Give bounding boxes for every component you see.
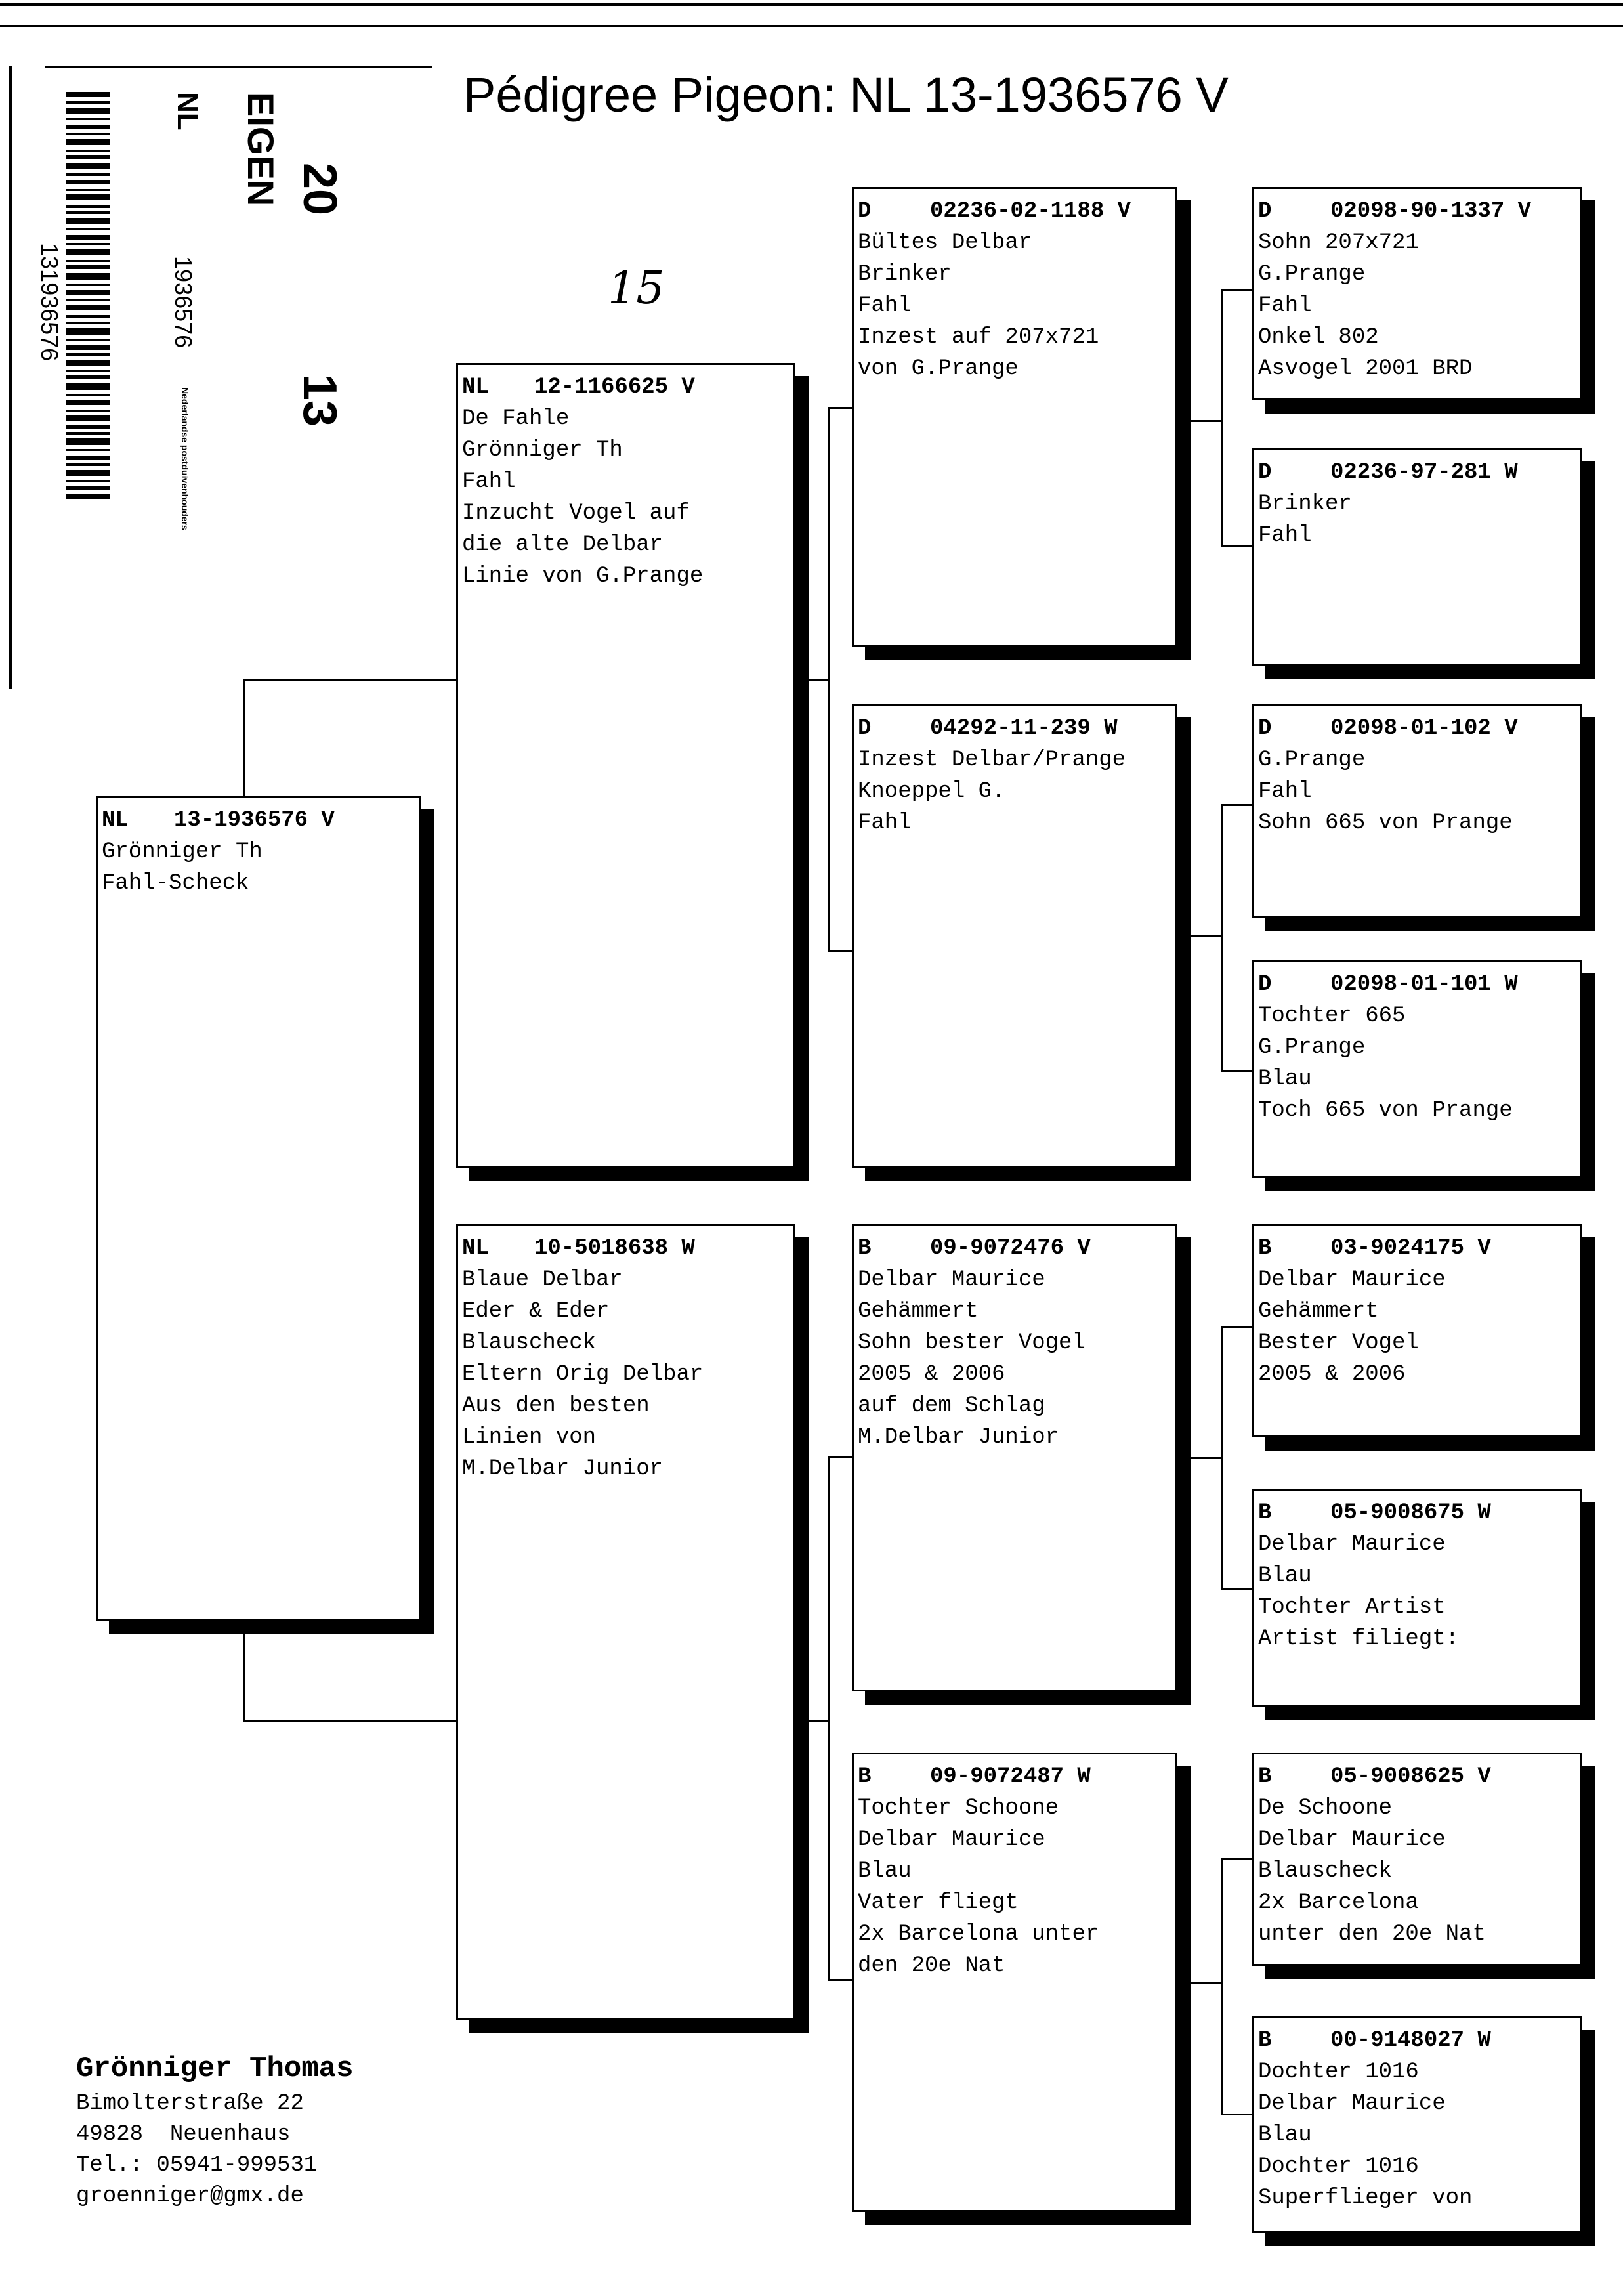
card-line: Blau: [1258, 1067, 1312, 1092]
card-line: Fahl: [462, 469, 516, 494]
card-line: Blaue Delbar: [462, 1267, 623, 1292]
card-line: Blauscheck: [462, 1330, 597, 1355]
page-title: Pédigree Pigeon: NL 13-1936576 V: [463, 68, 1229, 122]
pedigree-card-grandparent: [852, 704, 1177, 1168]
card-line: den 20e Nat: [858, 1953, 1005, 1978]
connector: [828, 1456, 852, 1458]
card-line: von G.Prange: [858, 356, 1019, 381]
card-country: B: [1258, 1500, 1272, 1525]
pedigree-card-grandparent: [852, 1753, 1177, 2212]
card-line: Delbar Maurice: [858, 1827, 1045, 1852]
card-country: B: [1258, 1764, 1272, 1789]
card-ring-number: 02236-97-281 W: [1330, 460, 1518, 485]
card-ring-number: 09-9072487 W: [930, 1764, 1091, 1789]
connector: [1221, 804, 1252, 806]
connector: [1221, 545, 1252, 547]
connector: [828, 407, 852, 409]
pedigree-card-great-grandparent: [1252, 187, 1582, 400]
card-header: [1258, 1497, 1580, 1529]
card-line: Gehämmert: [858, 1299, 979, 1324]
breeder-info: [76, 2049, 353, 2212]
ring-label-eigen: EIGEN: [240, 92, 282, 207]
card-ring-number: 12-1166625 V: [534, 375, 695, 400]
card-line: Asvogel 2001 BRD: [1258, 356, 1473, 381]
card-header: [858, 196, 1175, 227]
connector: [828, 1979, 852, 1981]
card-line: Delbar Maurice: [858, 1267, 1045, 1292]
card-line: Linien von: [462, 1425, 597, 1450]
pedigree-card-grandparent: [852, 1224, 1177, 1691]
connector: [1221, 1070, 1252, 1072]
card-line: Dochter 1016: [1258, 2154, 1419, 2179]
connector: [795, 1720, 828, 1722]
card-line: Brinker: [858, 262, 952, 287]
card-line: Grönniger Th: [462, 438, 623, 463]
card-country: D: [1258, 716, 1272, 741]
barcode-image: [66, 92, 110, 499]
card-line: Blauscheck: [1258, 1859, 1393, 1884]
card-header: [1258, 196, 1580, 227]
pedigree-card-great-grandparent: [1252, 1489, 1582, 1707]
card-line: M.Delbar Junior: [858, 1425, 1059, 1450]
ring-label-year: 20: [293, 163, 346, 216]
card-line: Knoeppel G.: [858, 779, 1005, 804]
connector: [795, 679, 828, 681]
pedigree-card-great-grandparent: [1252, 960, 1582, 1178]
card-line: Tochter 665: [1258, 1004, 1406, 1029]
card-country: NL: [102, 808, 129, 833]
pedigree-card-great-grandparent: [1252, 704, 1582, 918]
pedigree-card-grandparent: [852, 187, 1177, 647]
card-line: Delbar Maurice: [1258, 1532, 1446, 1557]
top-rule-2: [0, 25, 1623, 27]
card-line: Fahl: [1258, 523, 1312, 548]
card-header: [462, 372, 793, 403]
card-line: die alte Delbar: [462, 532, 664, 557]
connector: [243, 1621, 245, 1721]
card-line: Fahl: [1258, 779, 1312, 804]
pedigree-card-subject: [96, 796, 421, 1621]
connector: [1187, 1982, 1221, 1984]
breeder-email[interactable]: groenniger@gmx.de: [76, 2184, 304, 2209]
card-line: unter den 20e Nat: [1258, 1922, 1486, 1947]
ring-label-org: Nederlandse postduivenhouders: [180, 387, 190, 530]
pedigree-card-great-grandparent: [1252, 448, 1582, 666]
card-ring-number: 04292-11-239 W: [930, 716, 1118, 741]
card-ring-number: 02236-02-1188 V: [930, 199, 1131, 224]
breeder-city: 49828 Neuenhaus: [76, 2122, 291, 2147]
card-line: Tochter Artist: [1258, 1595, 1446, 1620]
card-country: D: [858, 716, 872, 741]
card-line: Sohn 207x721: [1258, 230, 1419, 255]
pedigree-card-great-grandparent: [1252, 1753, 1582, 1966]
card-line: Artist filiegt:: [1258, 1626, 1460, 1651]
connector: [243, 679, 245, 796]
card-line: Eltern Orig Delbar: [462, 1362, 704, 1387]
breeder-phone: Tel.: 05941-999531: [76, 2153, 318, 2178]
breeder-name: Grönniger Thomas: [76, 2052, 354, 2085]
card-line: Inzucht Vogel auf: [462, 501, 690, 526]
card-country: B: [858, 1764, 872, 1789]
card-country: NL: [462, 375, 489, 400]
connector: [1221, 1326, 1223, 1590]
card-country: D: [1258, 972, 1272, 997]
card-line: Onkel 802: [1258, 325, 1379, 350]
card-line: Bültes Delbar: [858, 230, 1032, 255]
card-ring-number: 05-9008675 W: [1330, 1500, 1491, 1525]
card-line: Gehämmert: [1258, 1299, 1379, 1324]
left-edge-mark: [9, 66, 12, 689]
card-line: G.Prange: [1258, 748, 1366, 773]
card-line: Blau: [858, 1859, 912, 1884]
card-country: B: [1258, 1236, 1272, 1261]
connector: [1187, 420, 1221, 422]
card-line: Fahl-Scheck: [102, 871, 249, 896]
card-line: Fahl: [858, 293, 912, 318]
card-line: Linie von G.Prange: [462, 564, 704, 589]
card-header: [1258, 1761, 1580, 1793]
card-line: Toch 665 von Prange: [1258, 1098, 1513, 1123]
card-line: G.Prange: [1258, 262, 1366, 287]
card-line: Superflieger von: [1258, 2186, 1473, 2211]
connector: [828, 1456, 830, 1981]
ring-label-number: 1936576: [170, 256, 197, 349]
card-line: Inzest auf 207x721: [858, 325, 1099, 350]
card-header: [1258, 713, 1580, 744]
card-ring-number: 02098-90-1337 V: [1330, 199, 1532, 224]
card-country: D: [1258, 460, 1272, 485]
card-header: [858, 713, 1175, 744]
breeder-street: Bimolterstraße 22: [76, 2091, 304, 2116]
card-country: B: [1258, 2028, 1272, 2053]
card-line: Delbar Maurice: [1258, 1827, 1446, 1852]
ring-label-year2: 13: [293, 374, 346, 427]
card-ring-number: 00-9148027 W: [1330, 2028, 1491, 2053]
card-header: [462, 1233, 793, 1264]
card-line: Blau: [1258, 1563, 1312, 1588]
card-header: [858, 1233, 1175, 1264]
card-line: 2005 & 2006: [1258, 1362, 1406, 1387]
card-line: Tochter Schoone: [858, 1796, 1059, 1821]
card-line: M.Delbar Junior: [462, 1456, 664, 1481]
card-line: Sohn bester Vogel: [858, 1330, 1086, 1355]
pedigree-card-dam: [456, 1224, 795, 2020]
card-line: 2x Barcelona: [1258, 1890, 1419, 1915]
card-country: D: [1258, 199, 1272, 224]
card-header: [1258, 457, 1580, 488]
card-line: Fahl: [858, 811, 912, 836]
card-line: Delbar Maurice: [1258, 2091, 1446, 2116]
ring-label-country: NL: [171, 92, 203, 131]
connector: [1221, 1326, 1252, 1328]
card-line: Dochter 1016: [1258, 2060, 1419, 2085]
card-line: Delbar Maurice: [1258, 1267, 1446, 1292]
card-line: Grönniger Th: [102, 840, 263, 864]
card-line: Fahl: [1258, 293, 1312, 318]
card-line: auf dem Schlag: [858, 1393, 1045, 1418]
connector: [243, 1720, 456, 1722]
card-line: 2x Barcelona unter: [858, 1922, 1099, 1947]
card-ring-number: 10-5018638 W: [534, 1236, 695, 1261]
card-header: [1258, 969, 1580, 1000]
connector: [1221, 804, 1223, 1071]
card-line: 2005 & 2006: [858, 1362, 1005, 1387]
card-country: NL: [462, 1236, 489, 1261]
connector: [1187, 935, 1221, 937]
card-header: [858, 1761, 1175, 1793]
card-line: Brinker: [1258, 492, 1352, 517]
connector: [1221, 2114, 1252, 2115]
card-line: Sohn 665 von Prange: [1258, 811, 1513, 836]
card-line: De Fahle: [462, 406, 570, 431]
pedigree-card-sire: [456, 363, 795, 1168]
card-ring-number: 02098-01-101 W: [1330, 972, 1518, 997]
card-ring-number: 02098-01-102 V: [1330, 716, 1518, 741]
card-line: Vater fliegt: [858, 1890, 1019, 1915]
card-ring-number: 13-1936576 V: [174, 808, 335, 833]
card-ring-number: 09-9072476 V: [930, 1236, 1091, 1261]
card-country: B: [858, 1236, 872, 1261]
connector: [1187, 1457, 1221, 1459]
card-ring-number: 03-9024175 V: [1330, 1236, 1491, 1261]
pedigree-card-great-grandparent: [1252, 1224, 1582, 1437]
card-header: [1258, 1233, 1580, 1264]
card-header: [102, 805, 419, 836]
card-line: Eder & Eder: [462, 1299, 610, 1324]
card-line: G.Prange: [1258, 1035, 1366, 1060]
connector: [1221, 289, 1223, 546]
card-ring-number: 05-9008625 V: [1330, 1764, 1491, 1789]
connector: [1221, 1858, 1223, 2115]
card-line: Bester Vogel: [1258, 1330, 1419, 1355]
top-rule: [0, 3, 1623, 6]
connector: [1221, 1858, 1252, 1860]
connector: [828, 407, 830, 952]
connector: [1221, 1588, 1252, 1590]
pedigree-card-great-grandparent: [1252, 2016, 1582, 2233]
barcode-number: 131936576: [36, 243, 63, 362]
connector: [828, 950, 852, 952]
connector: [243, 679, 456, 681]
card-country: D: [858, 199, 872, 224]
card-line: Aus den besten: [462, 1393, 650, 1418]
card-line: De Schoone: [1258, 1796, 1393, 1821]
card-line: Blau: [1258, 2123, 1312, 2148]
card-line: Inzest Delbar/Prange: [858, 748, 1126, 773]
card-header: [1258, 2025, 1580, 2056]
handwritten-number: 15: [608, 263, 665, 314]
connector: [1221, 289, 1252, 291]
